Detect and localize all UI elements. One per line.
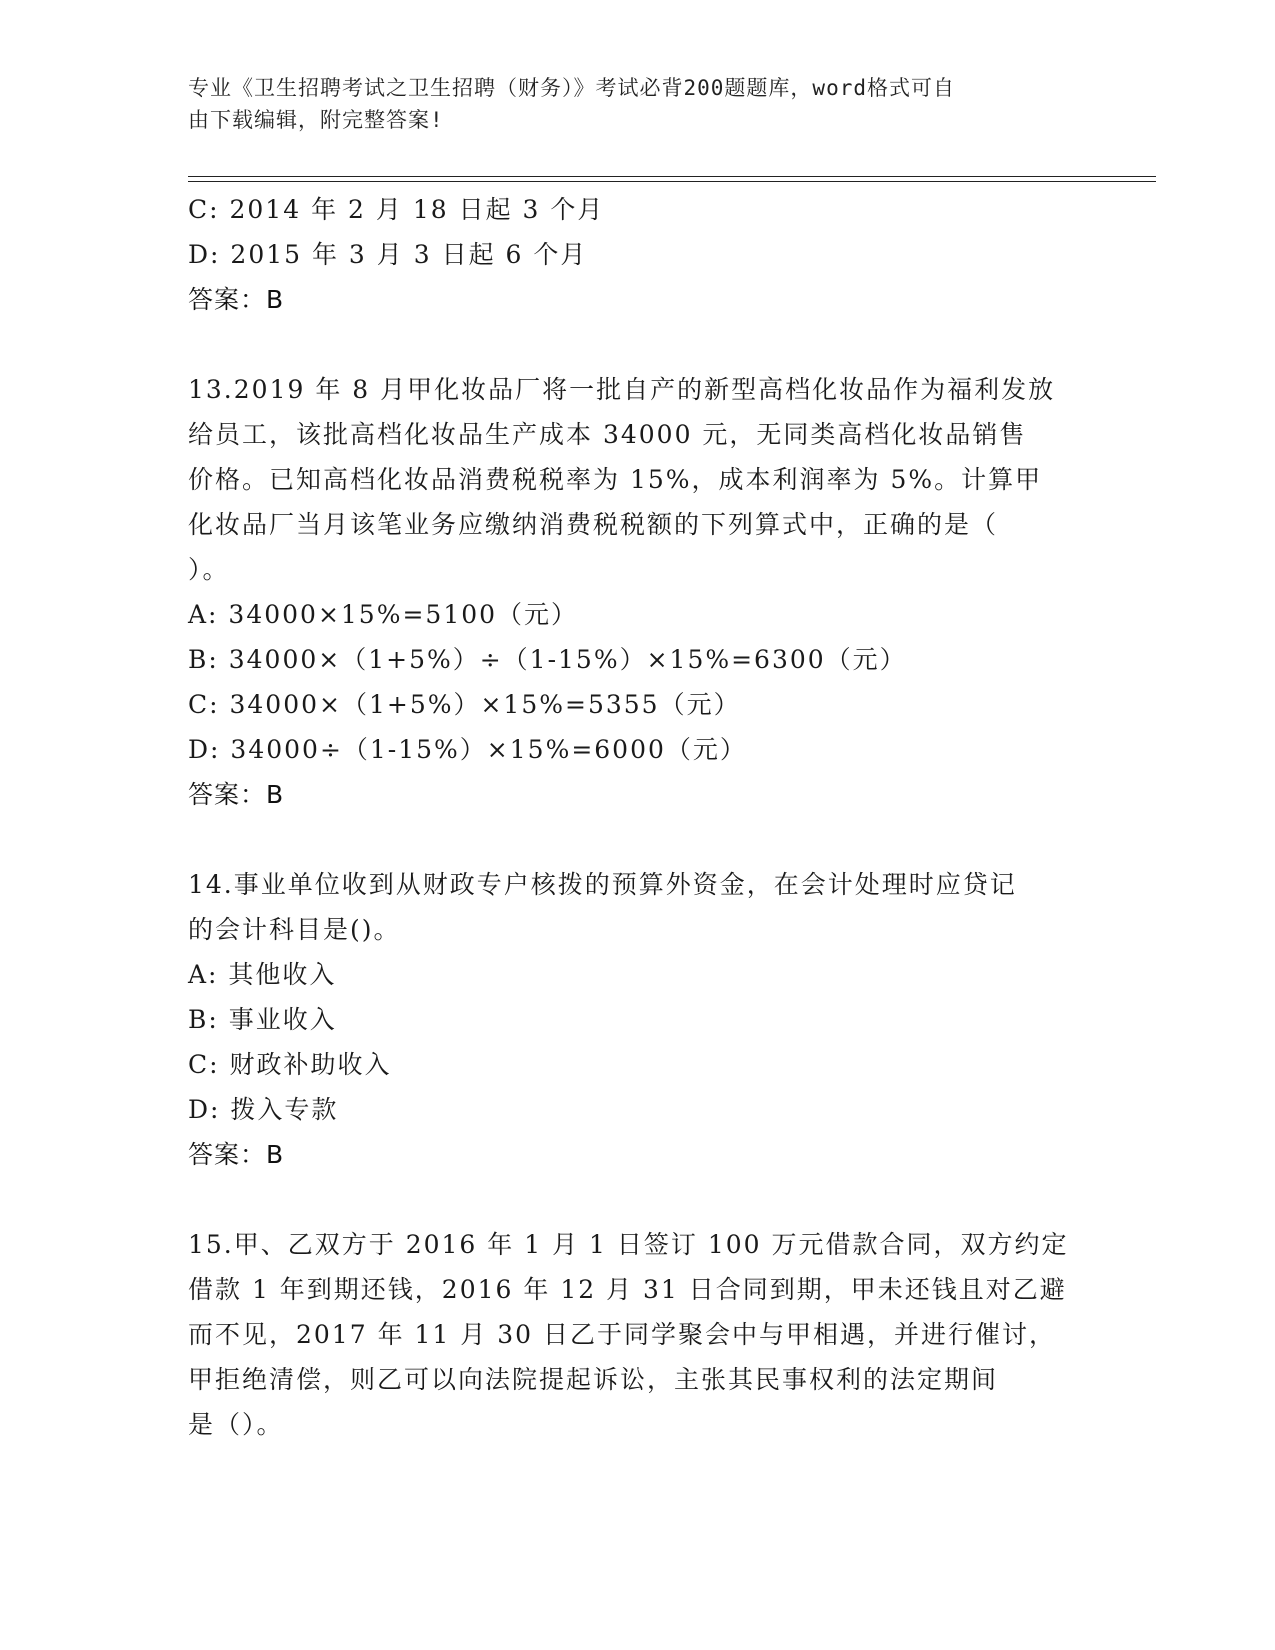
header-line-1: 专业《卫生招聘考试之卫生招聘（财务）》考试必背200题题库，word格式可自 [188,76,955,100]
document-body [188,187,1088,1447]
question-text-line: 化妆品厂当月该笔业务应缴纳消费税税额的下列算式中，正确的是（ [188,510,999,539]
answer-line: 答案：B [188,285,285,314]
question-13 [188,367,1088,817]
option-d: D: 拨入专款 [188,1095,339,1124]
question-text-line: 14.事业单位收到从财政专户核拨的预算外资金，在会计处理时应贷记 [188,870,1017,899]
option-a: A: 34000×15%=5100（元） [188,600,579,629]
spacer [188,1177,1088,1222]
question-text-line: 借款 1 年到期还钱，2016 年 12 月 31 日合同到期，甲未还钱且对乙避 [188,1275,1067,1304]
question-text-line: 的会计科目是()。 [188,915,401,944]
header-divider-bottom [188,181,1156,182]
question-text-line: ）。 [188,555,230,584]
option-b: B: 34000×（1+5%）÷（1-15%）×15%=6300（元） [188,645,907,674]
option-d: D: 2015 年 3 月 3 日起 6 个月 [188,240,588,269]
question-12-tail [188,187,1088,322]
option-b: B: 事业收入 [188,1005,337,1034]
question-text-line: 价格。已知高档化妆品消费税税率为 15%，成本利润率为 5%。计算甲 [188,465,1043,494]
question-text-line: 是（）。 [188,1410,284,1439]
option-a: A: 其他收入 [188,960,337,989]
question-text-line: 而不见，2017 年 11 月 30 日乙于同学聚会中与甲相遇，并进行催讨， [188,1320,1056,1349]
document-header [188,72,1068,136]
question-text-line: 15.甲、乙双方于 2016 年 1 月 1 日签订 100 万元借款合同，双方约定 [188,1230,1069,1259]
answer-line: 答案：B [188,1140,285,1169]
spacer [188,322,1088,367]
option-c: C: 财政补助收入 [188,1050,392,1079]
option-d: D: 34000÷（1-15%）×15%=6000（元） [188,735,747,764]
question-text-line: 给员工，该批高档化妆品生产成本 34000 元，无同类高档化妆品销售 [188,420,1027,449]
question-text-line: 13.2019 年 8 月甲化妆品厂将一批自产的新型高档化妆品作为福利发放 [188,375,1056,404]
option-c: C: 34000×（1+5%）×15%=5355（元） [188,690,741,719]
header-divider-top [188,176,1156,177]
question-14 [188,862,1088,1177]
question-text-line: 甲拒绝清偿，则乙可以向法院提起诉讼，主张其民事权利的法定期间 [188,1365,999,1394]
answer-line: 答案：B [188,780,285,809]
header-line-2: 由下载编辑，附完整答案! [188,108,444,132]
spacer [188,817,1088,862]
question-15 [188,1222,1088,1447]
option-c: C: 2014 年 2 月 18 日起 3 个月 [188,195,605,224]
